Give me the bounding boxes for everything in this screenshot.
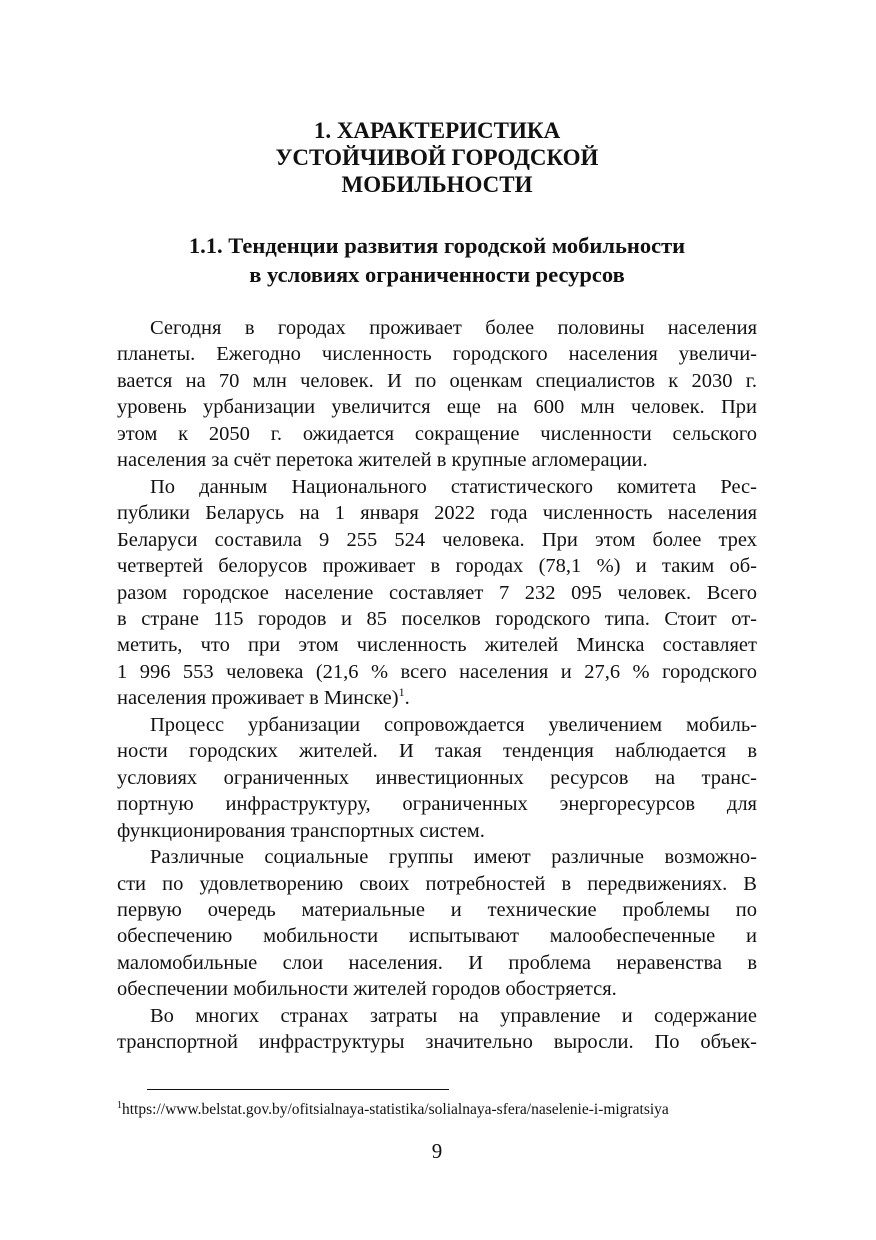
text-line: Во многих странах затраты на управление и содержание	[150, 1004, 757, 1027]
text-line	[117, 685, 757, 711]
text-line-content: населения проживает в Минске)	[117, 687, 399, 710]
paragraph	[117, 315, 757, 474]
chapter-title-line: 1. ХАРАКТЕРИСТИКА	[313, 118, 561, 143]
text-line: публики Беларусь на 1 января 2022 года численность населения	[117, 502, 757, 525]
text-line: 1 996 553 человека (21,6 % всего населения и 27,6 % городского	[117, 660, 757, 683]
text-line: Сегодня в городах проживает более половины населения	[150, 317, 757, 339]
text-line: Различные социальные группы имеют различные возможно-	[150, 846, 757, 869]
text-line: Процесс урбанизации сопровождается увеличением мобиль-	[150, 713, 757, 736]
text-line: обеспечению мобильности испытывают малообеспеченные и	[117, 925, 757, 948]
text-line: маломобильные слои населения. И проблема неравенства в	[117, 951, 757, 974]
text-line: обеспечении мобильности жителей городов обостряется.	[117, 978, 617, 1001]
section-title	[117, 231, 757, 289]
text-line: ности городских жителей. И такая тенденция наблюдается в	[117, 740, 757, 763]
text-line: условиях ограниченных инвестиционных ресурсов на транс-	[117, 766, 757, 789]
footnote-marker: 1	[117, 1099, 122, 1111]
paragraph	[117, 844, 757, 1003]
text-line: уровень урбанизации увеличится еще на 600 млн человек. При	[117, 396, 757, 419]
text-line: населения за счёт перетока жителей в крупные агломерации.	[117, 449, 648, 472]
text-line: разом городское население составляет 7 232 095 человек. Всего	[117, 581, 757, 604]
page-number: 9	[431, 1139, 443, 1163]
text-line: По данным Национального статистического комитета Рес-	[150, 475, 757, 498]
body-text	[117, 315, 757, 1056]
footnote-reference[interactable]: 1	[398, 685, 405, 700]
text-line: первую очередь материальные и технические проблемы по	[117, 898, 757, 921]
text-line: сти по удовлетворению своих потребностей в передвижениях. В	[117, 872, 757, 895]
document-page	[117, 0, 757, 1240]
text-line: транспортной инфраструктуры значительно выросли. По объек-	[117, 1031, 757, 1054]
text-line: вается на 70 млн человек. И по оценкам специалистов к 2030 г.	[117, 369, 757, 392]
text-line: Беларуси составила 9 255 524 человека. При этом более трех	[117, 528, 757, 551]
paragraph	[117, 474, 757, 712]
chapter-title-line: УСТОЙЧИВОЙ ГОРОДСКОЙ	[275, 145, 599, 170]
text-line-tail: .	[404, 687, 410, 710]
footnote-divider	[147, 1089, 449, 1090]
paragraph	[117, 1003, 757, 1056]
section-title-line: в условиях ограниченности ресурсов	[249, 262, 625, 287]
section-title-line: 1.1. Тенденции развития городской мобильности	[188, 233, 686, 258]
chapter-title	[117, 117, 757, 198]
chapter-title-line: МОБИЛЬНОСТИ	[341, 172, 533, 197]
text-line: портную инфраструктуру, ограниченных энергоресурсов для	[117, 793, 757, 816]
text-line: планеты. Ежегодно численность городского населения увеличи-	[117, 343, 757, 366]
text-line: в стране 115 городов и 85 поселков городского типа. Стоит от-	[117, 607, 757, 630]
text-line: метить, что при этом численность жителей Минска составляет	[117, 634, 757, 657]
paragraph	[117, 712, 757, 844]
footnote	[117, 1100, 817, 1120]
text-line: этом к 2050 г. ожидается сокращение численности сельского	[117, 422, 757, 445]
text-line: четвертей белорусов проживает в городах (78,1 %) и таким об-	[117, 555, 757, 578]
footnote-link[interactable]: https://www.belstat.gov.by/ofitsialnaya-statistika/solialnaya-sfera/naselenie-i-migratsiya	[122, 1101, 669, 1118]
text-line: функционирования транспортных систем.	[117, 819, 485, 842]
